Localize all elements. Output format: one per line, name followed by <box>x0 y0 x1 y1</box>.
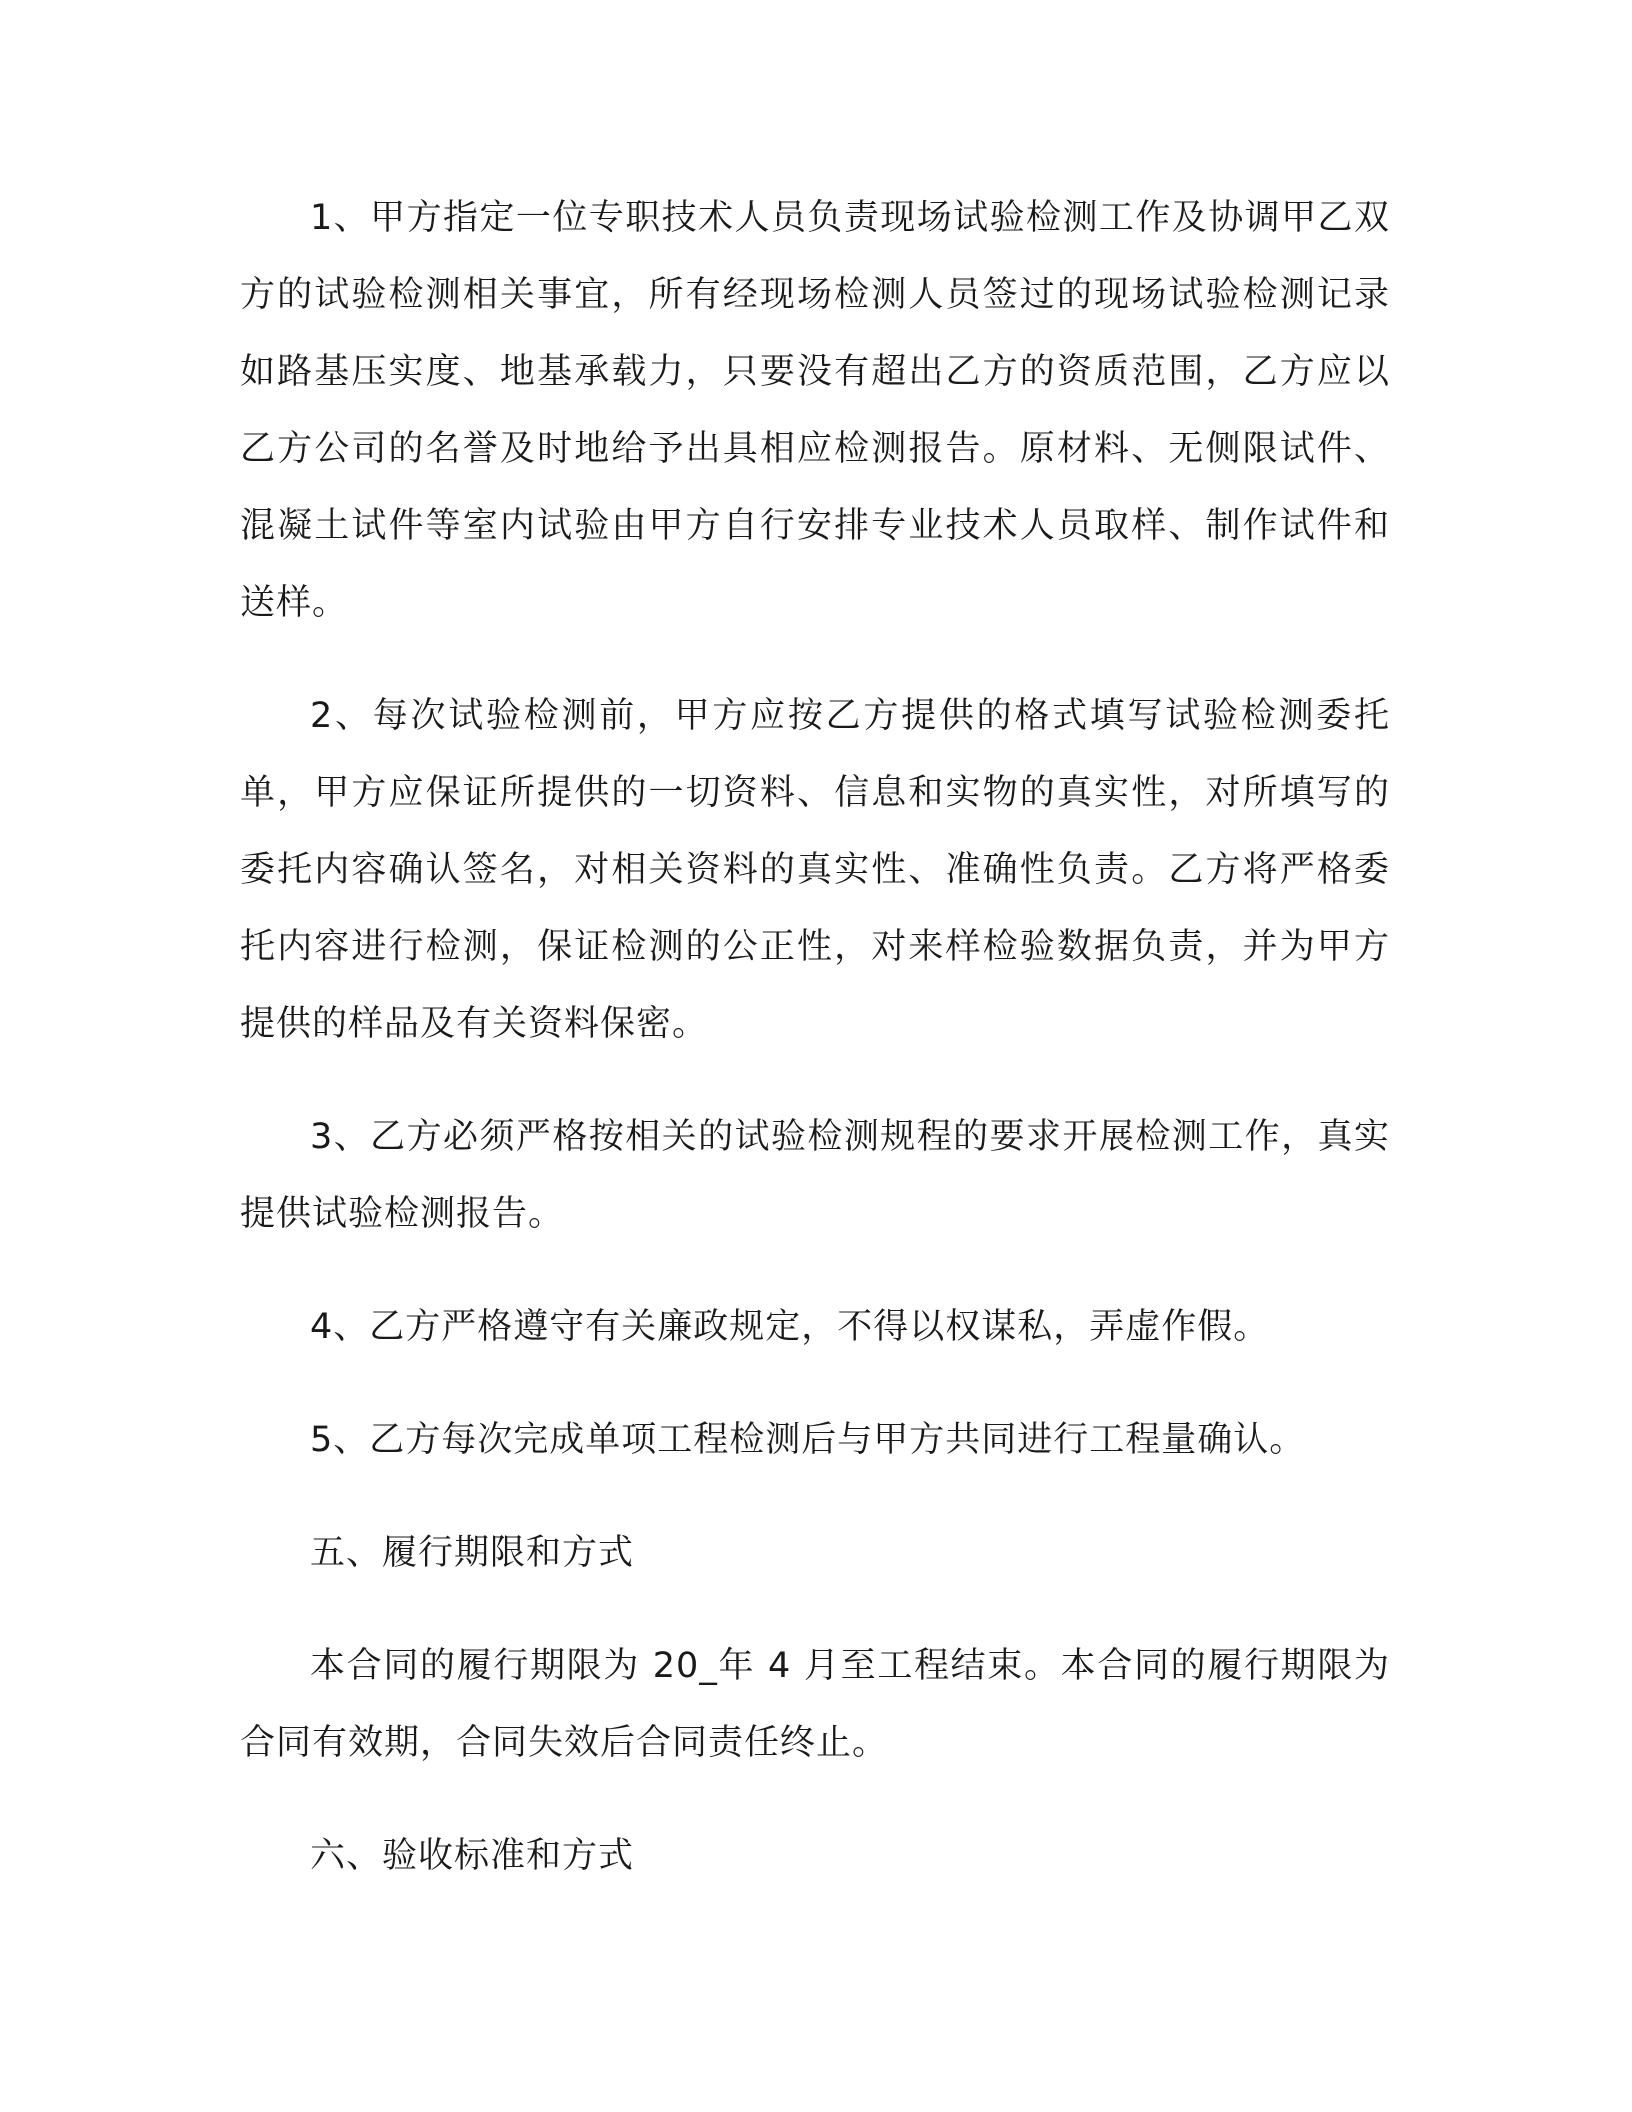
section-6-heading: 六、验收标准和方式 <box>310 1836 635 1876</box>
clause-1-paragraph: 1、甲方指定一位专职技术人员负责现场试验检测工作及协调甲乙双方的试验检测相关事宜，所有经现场检测人员签过的现场试验检测记录如路基压实度、地基承载力，只要没有超出乙方的资质范围，乙方应以乙方公司的名誉及时地给予出具相应检测报告。原材料、无侧限试件、混凝土试件等室内试验由甲方自行安排专业技术人员取样、制作试件和送样。 <box>240 198 1390 623</box>
clause-5-paragraph: 5、乙方每次完成单项工程检测后与甲方共同进行工程量确认。 <box>310 1420 1306 1460</box>
clause-2-paragraph: 2、每次试验检测前，甲方应按乙方提供的格式填写试验检测委托单，甲方应保证所提供的一切资料、信息和实物的真实性，对所填写的委托内容确认签名，对相关资料的真实性、准确性负责。乙方将严格委托内容进行检测，保证检测的公正性，对来样检验数据负责，并为甲方提供的样品及有关资料保密。 <box>240 696 1390 1044</box>
clause-3-paragraph: 3、乙方必须严格按相关的试验检测规程的要求开展检测工作，真实提供试验检测报告。 <box>240 1117 1390 1234</box>
section-5-heading: 五、履行期限和方式 <box>310 1533 635 1573</box>
term-paragraph: 本合同的履行期限为 20_年 4 月至工程结束。本合同的履行期限为合同有效期，合同失效后合同责任终止。 <box>240 1646 1390 1763</box>
clause-4-paragraph: 4、乙方严格遵守有关廉政规定，不得以权谋私，弄虚作假。 <box>310 1307 1270 1347</box>
document-body <box>240 180 1390 1931</box>
